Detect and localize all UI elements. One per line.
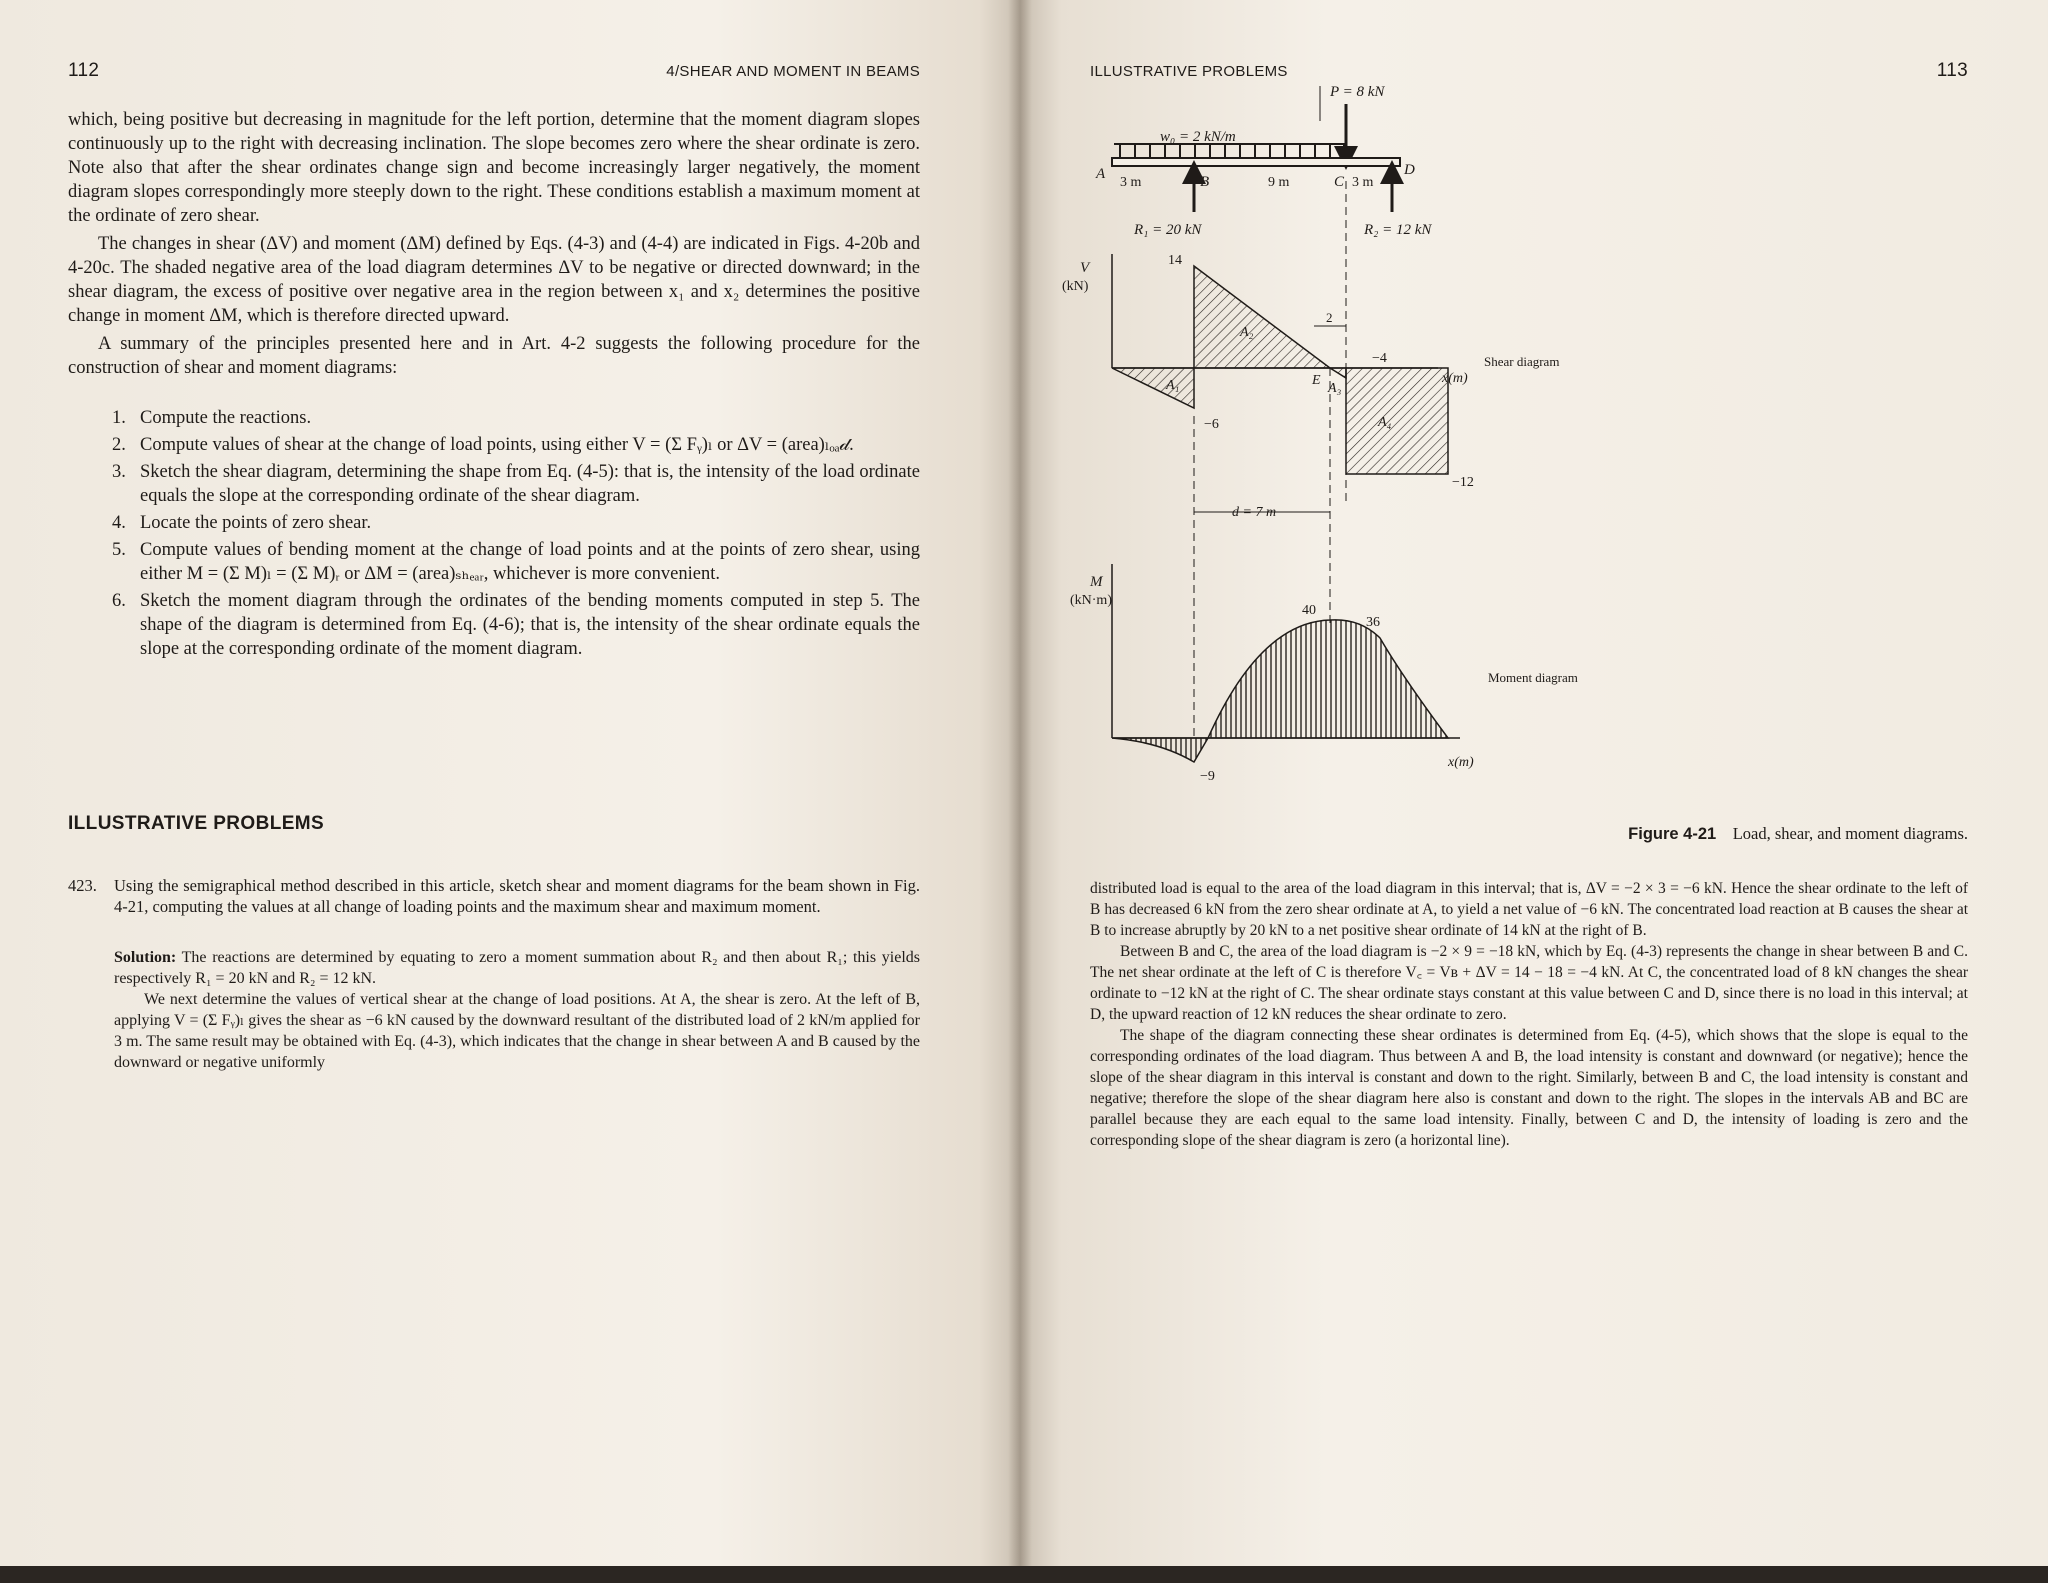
point-a-label: A [1096, 166, 1106, 182]
procedure-step: 6. Sketch the moment diagram through the ordinates of the bending moments computed in step 5. The shape of the diagram is determined from Eq. (4-6); that is, the intensity of the shear ordinate equals the slope at the corresponding ordinate of the moment diagram. [112, 591, 920, 659]
left-running-head [68, 60, 920, 82]
book-gutter [1008, 0, 1032, 1583]
problem-number: 423. [68, 876, 97, 895]
dim-2-label: 2 [1326, 310, 1333, 325]
problem-423 [68, 875, 920, 917]
solution-label: Solution: [114, 949, 177, 966]
moment-value-40: 40 [1302, 603, 1316, 618]
figure-caption-text: Load, shear, and moment diagrams. [1732, 824, 1968, 843]
beam [1112, 158, 1400, 166]
right-paragraph-1: distributed load is equal to the area of the load diagram in this interval; that is, ΔV = −2 × 3 = −6 kN. Hence the shear ordinate to the left of B has decreased 6 kN from the zero shear ordinate at A, to yield a net value of −6 kN. The concentrated load reaction at B causes the shear at B to increase abruptly by 20 kN to a net positive shear ordinate of 14 kN at the right of B. [1090, 880, 1968, 939]
area-a1-label: A₁ [1166, 378, 1180, 393]
left-page [0, 0, 1020, 1583]
right-page-number: 113 [1936, 60, 1968, 81]
right-paragraph-2: Between B and C, the area of the load diagram is −2 × 9 = −18 kN, which by Eq. (4-3) represents the change in shear between B and C. The net shear ordinate at the left of C is therefore V꜀ = Vʙ + ΔV = 14 − 18 = −4 kN. At C, the concentrated load of 8 kN changes the shear ordinate to −12 kN at the right of C. The shear ordinate stays constant at this value between C and D, since there is no load in this interval; at D, the upward reaction of 12 kN reduces the shear ordinate to zero. [1090, 943, 1968, 1023]
right-running-head [1090, 60, 1968, 82]
moment-axis-unit: (kN·m) [1070, 593, 1112, 608]
left-page-number: 112 [68, 60, 100, 81]
shear-value-14: 14 [1168, 253, 1182, 268]
right-paragraph-3: The shape of the diagram connecting these shear ordinates is determined from Eq. (4-5), which shows that the slope is equal to the corresponding ordinates of the load diagram. Thus between A and B, the load intensity is constant and downward (or negative); hence the slope of the shear diagram in this interval is constant and down to the right. Similarly, between B and C, the load intensity is constant and negative; therefore the slope of the shear diagram here also is constant and down to the right. The slopes in the intervals AB and BC are parallel because they are each equal to the same load intensity. Finally, between C and D, the intensity of loading is zero and the corresponding slope of the shear diagram is zero (a horizontal line). [1090, 1027, 1968, 1149]
moment-diagram [1070, 564, 1578, 784]
shear-x-label: x(m) [1442, 371, 1468, 386]
left-paragraph-1: which, being positive but decreasing in magnitude for the left portion, determine that the moment diagram slopes continuously up to the right with decreasing inclination. The slope becomes zero where the shear ordinate is zero. Note also that after the shear ordinates change sign and become increasingly larger negatively, the moment diagram slopes correspondingly more steeply down to the right. These conditions establish a maximum moment at the ordinate of zero shear. [68, 110, 920, 226]
left-paragraph-3: A summary of the principles presented here and in Art. 4-2 suggests the following procedure for the construction of shear and moment diagrams: [68, 334, 920, 378]
moment-positive-area [1208, 620, 1448, 738]
area-a3-label: A₃ [1328, 381, 1342, 396]
span-bc-label: 9 m [1268, 175, 1290, 190]
shear-axis-label: V [1080, 260, 1090, 276]
shear-value-neg12: −12 [1452, 475, 1474, 490]
r2-label: R₂ = 12 kN [1364, 222, 1432, 238]
shear-diagram-title: Shear diagram [1484, 354, 1560, 369]
procedure-step: 3. Sketch the shear diagram, determining the shape from Eq. (4-5): that is, the intensity of the load ordinate equals the slope at the corresponding ordinate of the shear diagram. [112, 462, 920, 506]
span-ab-label: 3 m [1120, 175, 1142, 190]
left-paragraph-2: The changes in shear (ΔV) and moment (ΔM) defined by Eqs. (4-3) and (4-4) are indicated in Figs. 4-20b and 4-20c. The shaded negative area of the load diagram determines ΔV to be negative or directed downward; in the shear diagram, the excess of positive over negative area in the region between x₁ and x₂ determines the positive change in moment ΔM, which is therefore directed upward. [68, 234, 920, 326]
moment-value-neg9: −9 [1200, 769, 1215, 784]
point-c-label: C [1334, 174, 1345, 190]
procedure-step: 4. Locate the points of zero shear. [112, 513, 372, 533]
distributed-load-label: w₀ = 2 kN/m [1160, 129, 1236, 145]
area-a3 [1330, 368, 1346, 378]
load-shear-moment-diagram [1062, 84, 1968, 838]
moment-x-label: x(m) [1448, 755, 1474, 770]
section-title: ILLUSTRATIVE PROBLEMS [68, 813, 325, 834]
area-a4 [1346, 368, 1448, 474]
area-a1 [1112, 368, 1194, 408]
procedure-step: 2. Compute values of shear at the change of load points, using either V = (Σ Fᵧ)ₗ or ΔV = (area)ₗₒₐ𝒹. [112, 435, 854, 455]
point-b-label: B [1200, 174, 1210, 190]
r1-label: R₁ = 20 kN [1134, 222, 1202, 238]
left-running-title: 4/SHEAR AND MOMENT IN BEAMS [666, 63, 920, 80]
distributed-load-arrows [1114, 144, 1346, 158]
procedure-step: 1. Compute the reactions. [112, 408, 312, 428]
shear-axis-unit: (kN) [1062, 279, 1089, 294]
solution [114, 947, 920, 1073]
dim-d-label: d = 7 m [1232, 505, 1277, 520]
moment-diagram-title: Moment diagram [1488, 670, 1578, 685]
procedure-step: 5. Compute values of bending moment at the change of load points and at the points of zero shear, using either M = (Σ M)ₗ = (Σ M)ᵣ or ΔM = (area)ₛₕₑₐᵣ, whichever is more convenient. [112, 540, 920, 584]
point-e-label: E [1312, 373, 1321, 388]
point-d-label: D [1404, 162, 1415, 178]
p-load-label: P = 8 kN [1330, 84, 1385, 100]
bottom-edge [0, 1566, 2048, 1583]
span-cd-label: 3 m [1352, 175, 1374, 190]
area-a2-label: A₂ [1240, 325, 1254, 340]
problem-statement: Using the semigraphical method described in this article, sketch shear and moment diagrams for the beam shown in Fig. 4-21, computing the values at all change of loading points and the maximum shear and maximum moment. [114, 876, 920, 916]
figure-4-21 [1062, 84, 1968, 838]
figure-caption-number: Figure 4-21 [1628, 825, 1717, 843]
moment-negative-area [1112, 738, 1208, 762]
right-page [1020, 0, 2048, 1583]
solution-paragraph-2: We next determine the values of vertical shear at the change of load positions. At A, the shear is zero. At the left of B, applying V = (Σ Fᵧ)ₗ gives the shear as −6 kN caused by the downward resultant of the distributed load of 2 kN/m applied for 3 m. The same result may be obtained with Eq. (4-3), which indicates that the change in shear between A and B caused by the downward or negative uniformly [114, 991, 920, 1071]
shear-value-neg6: −6 [1204, 417, 1219, 432]
area-a2 [1194, 266, 1330, 368]
moment-value-36: 36 [1366, 615, 1380, 630]
moment-axis-label: M [1090, 574, 1103, 590]
area-a4-label: A₄ [1378, 415, 1392, 430]
shear-value-neg4: −4 [1372, 351, 1387, 366]
solution-paragraph-1: Solution: The reactions are determined by equating to zero a moment summation about R₂ and then about R₁; this yields respectively R₁ = 20 kN and R₂ = 12 kN. [114, 949, 920, 987]
procedure-steps [68, 406, 920, 661]
right-running-title: ILLUSTRATIVE PROBLEMS [1090, 63, 1288, 80]
